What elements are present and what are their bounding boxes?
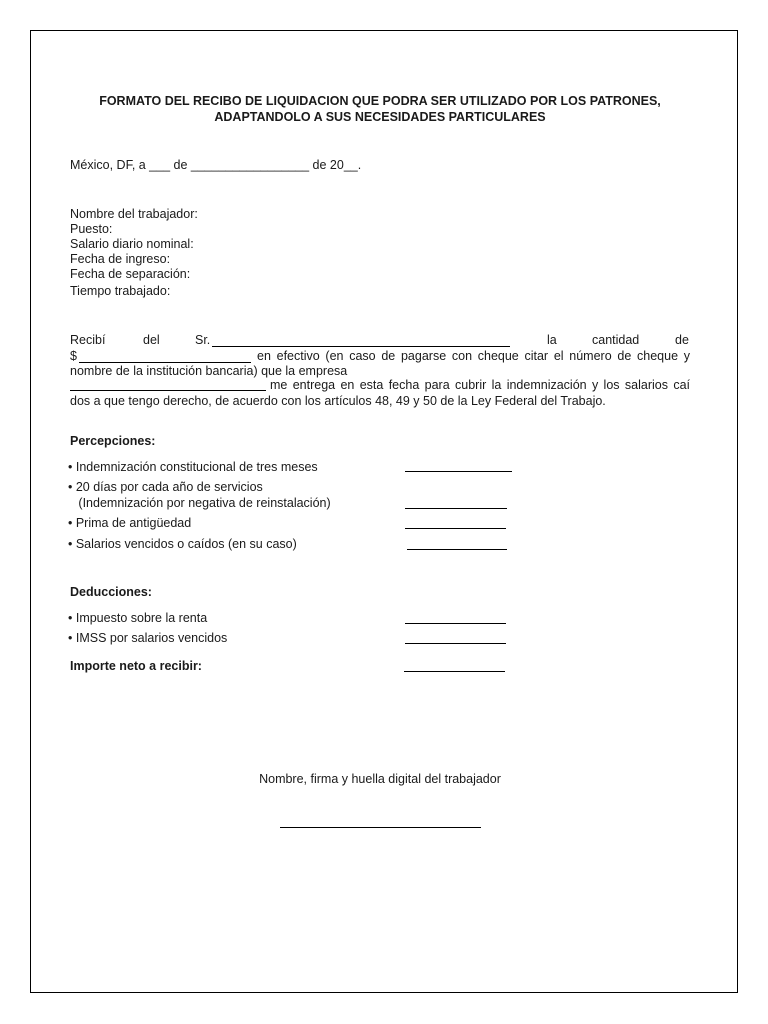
blank-sr-name	[212, 346, 510, 347]
blank-deduccion-2	[405, 643, 506, 644]
field-salario: Salario diario nominal:	[70, 237, 194, 251]
signature-label: Nombre, firma y huella digital del trabajador	[259, 772, 501, 786]
blank-deduccion-1	[405, 623, 506, 624]
blank-percepcion-4	[407, 549, 507, 550]
percepcion-item-4: • Salarios vencidos o caídos (en su caso)	[68, 537, 297, 551]
field-nombre: Nombre del trabajador:	[70, 207, 198, 221]
field-tiempo: Tiempo trabajado:	[70, 284, 171, 298]
importe-neto-label: Importe neto a recibir:	[70, 659, 202, 673]
page-border	[30, 30, 738, 993]
blank-importe-neto	[404, 671, 505, 672]
deducciones-heading: Deducciones:	[70, 585, 152, 599]
date-line: México, DF, a ___ de _________________ de 20__.	[70, 158, 362, 172]
blank-empresa	[70, 390, 266, 391]
deduccion-item-2: • IMSS por salarios vencidos	[68, 631, 228, 645]
blank-percepcion-1	[405, 471, 512, 472]
percepcion-item-1: • Indemnización constitucional de tres meses	[68, 460, 318, 474]
title-line-2: ADAPTANDOLO A SUS NECESIDADES PARTICULARES	[214, 110, 546, 124]
percepcion-item-3: • Prima de antigüedad	[68, 516, 192, 530]
field-puesto: Puesto:	[70, 222, 113, 236]
field-fecha-ingreso: Fecha de ingreso:	[70, 252, 171, 266]
receipt-dollar: $	[70, 349, 77, 363]
receipt-word-del: del	[143, 333, 160, 347]
receipt-word-sr: Sr.	[195, 333, 211, 347]
blank-percepcion-2	[405, 508, 507, 509]
blank-amount	[79, 362, 251, 363]
receipt-word-la: la	[547, 333, 557, 347]
title-line-1: FORMATO DEL RECIBO DE LIQUIDACION QUE PODRA SER UTILIZADO POR LOS PATRONES,	[99, 94, 661, 108]
percepcion-item-2: • 20 días por cada año de servicios	[68, 480, 263, 494]
deduccion-item-1: • Impuesto sobre la renta	[68, 611, 208, 625]
percepcion-item-2-sub: (Indemnización por negativa de reinstalación)	[68, 496, 331, 510]
receipt-line-2: en efectivo (en caso de pagarse con cheque citar el número de cheque y	[257, 349, 690, 363]
receipt-line-5: dos a que tengo derecho, de acuerdo con los artículos 48, 49 y 50 de la Ley Federal del Trabajo.	[70, 394, 606, 408]
blank-percepcion-3	[405, 528, 506, 529]
signature-line	[280, 827, 481, 828]
receipt-word-de: de	[675, 333, 689, 347]
receipt-word-cantidad: cantidad	[592, 333, 640, 347]
receipt-line-3: nombre de la institución bancaria) que la empresa	[70, 364, 348, 378]
receipt-line-4: me entrega en esta fecha para cubrir la indemnización y los salarios caí	[270, 378, 690, 392]
percepciones-heading: Percepciones:	[70, 434, 156, 448]
receipt-word-recibi: Recibí	[70, 333, 106, 347]
field-fecha-separacion: Fecha de separación:	[70, 267, 191, 281]
